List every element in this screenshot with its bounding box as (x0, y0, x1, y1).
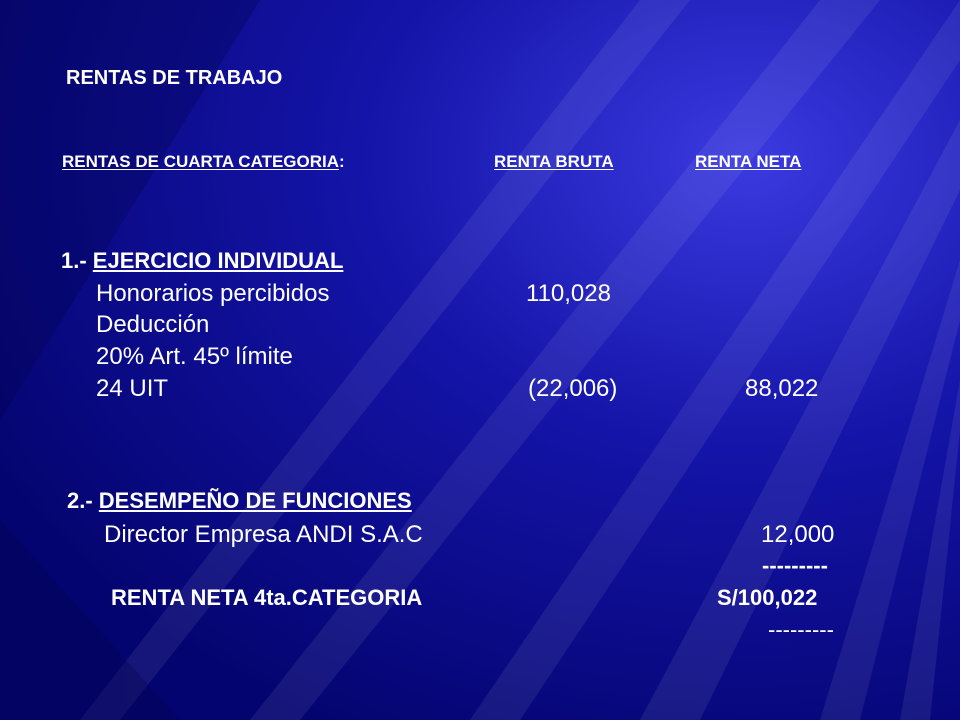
section2-number: 2.- (67, 488, 99, 513)
subtotal-separator: --------- (762, 553, 828, 578)
section1-heading (61, 250, 343, 272)
section1-title: EJERCICIO INDIVIDUAL (92, 248, 344, 273)
row-gross-value: 110,028 (526, 280, 611, 307)
row-label: Honorarios percibidos (96, 280, 330, 307)
header-colon: : (339, 152, 345, 171)
row-label: Director Empresa ANDI S.A.C (104, 521, 423, 548)
section2-heading (67, 490, 412, 512)
row-label: 20% Art. 45º límite (96, 343, 293, 370)
total-value: S/100,022 (717, 585, 818, 610)
section1-number: 1.- (61, 248, 93, 273)
row-net-value: 12,000 (761, 521, 835, 548)
header-category-label: RENTAS DE CUARTA CATEGORIA (62, 152, 340, 171)
column-header-net: RENTA NETA (695, 152, 802, 171)
total-label: RENTA NETA 4ta.CATEGORIA (111, 585, 423, 610)
total-separator: --------- (768, 617, 834, 642)
row-label: Deducción (96, 311, 210, 338)
row-gross-value: (22,006) (528, 375, 618, 402)
row-net-value: 88,022 (745, 375, 819, 402)
column-header-gross: RENTA BRUTA (494, 152, 614, 171)
row-label: 24 UIT (96, 375, 169, 402)
header-category (62, 153, 345, 170)
section2-title: DESEMPEÑO DE FUNCIONES (98, 488, 412, 513)
slide-title: RENTAS DE TRABAJO (66, 67, 283, 89)
